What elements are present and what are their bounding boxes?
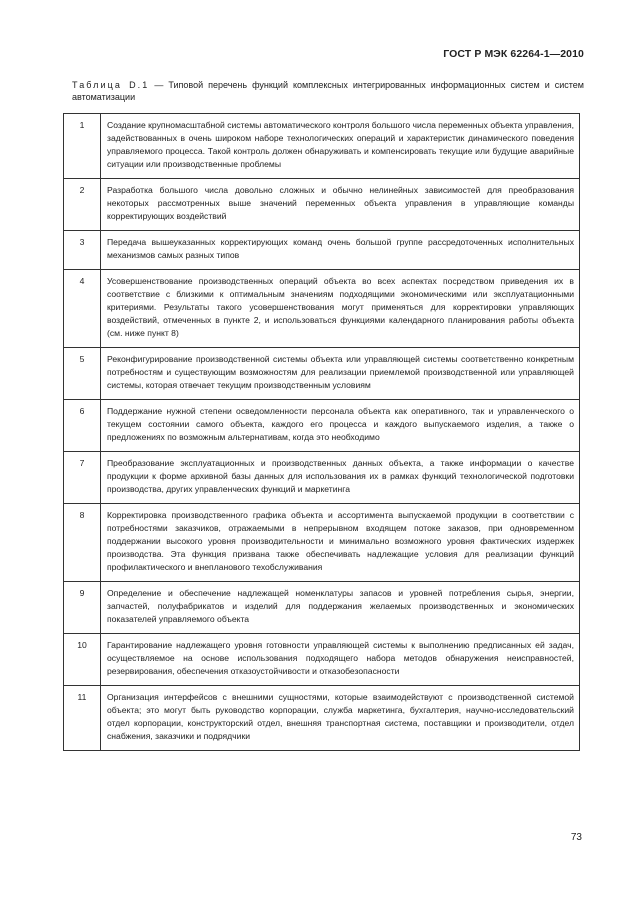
document-header: ГОСТ Р МЭК 62264-1—2010: [443, 48, 584, 60]
table-row: [64, 114, 580, 179]
row-description: Усовершенствование производственных операций объекта во всех аспектах посредством приведения их в соответствие с близкими к оптимальным значениям подходящими экономическими или эксплуатационными критериями. Результаты такого усовершенствования могут применяться для корректировки управляющих воздействий, отмеченных в пункте 2, и использоваться функциями календарного планирования работы объекта (см. ниже пункт 8): [101, 270, 580, 348]
row-description: Организация интерфейсов с внешними сущностями, которые взаимодействуют с производственной системой объекта; это могут быть руководство корпорации, служба маркетинга, бухгалтерия, научно-исследовательский отдел корпорации, конструкторский отдел, внешняя транспортная система, поставщики и производители, отдел снабжения, заказчики и подрядчики: [101, 686, 580, 751]
table-row: [64, 634, 580, 686]
row-number: 5: [64, 348, 101, 400]
table-row: [64, 686, 580, 751]
row-description: Передача вышеуказанных корректирующих команд очень большой группе рассредоточенных исполнительных механизмов самых разных типов: [101, 231, 580, 270]
table-row: [64, 504, 580, 582]
row-description: Корректировка производственного графика объекта и ассортимента выпускаемой продукции в соответствии с потребностями заказчиков, отражаемыми в непрерывном входящем потоке заказов, при одновременном поддержании высокого уровня производительности и минимально возможного уровня фактических издержек производства. Эта функция призвана также обеспечивать надлежащие условия для реализации функций профилактического и внепланового техобслуживания: [101, 504, 580, 582]
functions-table: [63, 113, 580, 751]
table-row: [64, 400, 580, 452]
row-description: Создание крупномасштабной системы автоматического контроля большого числа переменных объекта управления, задействованных в очень широком наборе технологических операций и характеристик динамического поведения управляемого процесса. Такой контроль должен обнаруживать и компенсировать текущие или будущие аварийные ситуации или производственные проблемы: [101, 114, 580, 179]
row-number: 7: [64, 452, 101, 504]
row-description: Определение и обеспечение надлежащей номенклатуры запасов и уровней потребления сырья, энергии, запчастей, полуфабрикатов и изделий для поддержания желаемых производственных и экономических показателей управляемого объекта: [101, 582, 580, 634]
row-description: Разработка большого числа довольно сложных и обычно нелинейных зависимостей для преобразования некоторых рассмотренных выше значений переменных объекта управления в управляющие команды корректирующих воздействий: [101, 179, 580, 231]
row-number: 8: [64, 504, 101, 582]
row-description: Поддержание нужной степени осведомленности персонала объекта как оперативного, так и управленческого о текущем состоянии самого объекта, каждого его процесса и каждого выпускаемого изделия, а также о предложениях по возможным альтернативам, когда это необходимо: [101, 400, 580, 452]
row-number: 6: [64, 400, 101, 452]
table-row: [64, 348, 580, 400]
row-number: 11: [64, 686, 101, 751]
row-description: Реконфигурирование производственной системы объекта или управляющей системы соответственно конкретным потребностям и существующим возможностям для реализации приемлемой производственной или управляющей системы, которая отвечает текущим производственным условиям: [101, 348, 580, 400]
table-row: [64, 582, 580, 634]
row-description: Гарантирование надлежащего уровня готовности управляющей системы к выполнению предписанных ей задач, осуществляемое на основе использования подходящего набора методов обнаружения неисправностей, резервирования, обеспечения отказоустойчивости и отказобезопасности: [101, 634, 580, 686]
row-number: 2: [64, 179, 101, 231]
row-number: 9: [64, 582, 101, 634]
row-description: Преобразование эксплуатационных и производственных данных объекта, а также информации о качестве продукции к форме архивной базы данных для использования их в рамках функций технологической подготовки производства, других управленческих функций и маркетинга: [101, 452, 580, 504]
table-caption: [72, 79, 584, 103]
table-row: [64, 452, 580, 504]
row-number: 4: [64, 270, 101, 348]
table-caption-label: Таблица D.1: [72, 80, 150, 90]
table-row: [64, 270, 580, 348]
row-number: 1: [64, 114, 101, 179]
table-caption-text: — Типовой перечень функций комплексных интегрированных информационных систем и систем автоматизации: [72, 80, 584, 102]
page-number: 73: [570, 832, 582, 843]
table-row: [64, 231, 580, 270]
row-number: 3: [64, 231, 101, 270]
row-number: 10: [64, 634, 101, 686]
table-row: [64, 179, 580, 231]
